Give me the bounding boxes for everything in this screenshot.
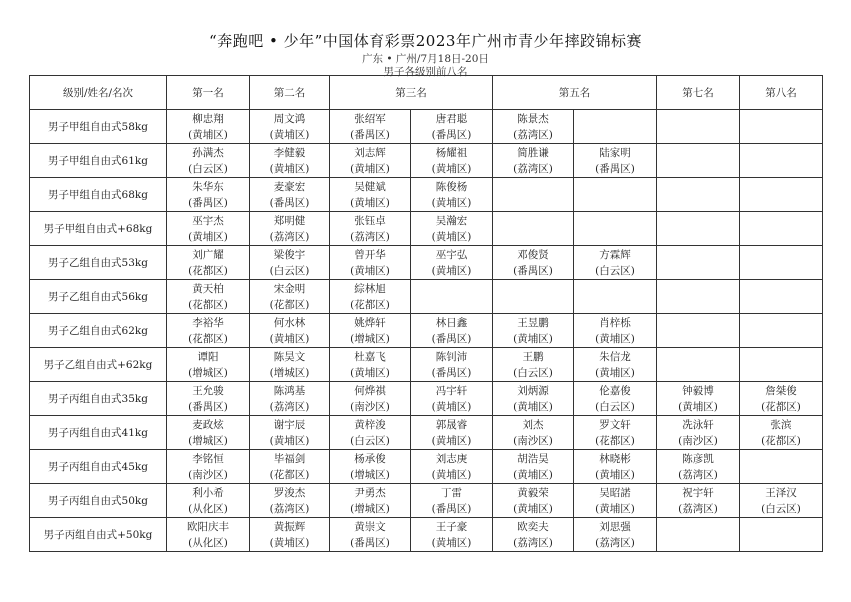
athlete-district: (番禺区) <box>350 536 390 549</box>
result-cell <box>250 144 330 178</box>
weight-class-cell: 男子甲组自由式61kg <box>30 144 167 178</box>
athlete-name: 陈彦凯 <box>682 452 714 465</box>
athlete-district: (花都区) <box>350 298 390 311</box>
athlete-district: (荔湾区) <box>513 162 553 175</box>
athlete-district: (黄埔区) <box>269 162 310 175</box>
athlete-name: 张滨 <box>770 418 792 431</box>
result-cell <box>657 178 740 212</box>
result-cell <box>657 416 740 450</box>
result-cell <box>167 348 250 382</box>
result-cell <box>330 416 411 450</box>
athlete-district: (花都区) <box>269 298 310 311</box>
result-cell <box>250 110 330 144</box>
result-cell <box>250 484 330 518</box>
result-cell <box>411 314 493 348</box>
result-cell <box>740 144 823 178</box>
athlete-name: 何水林 <box>273 316 306 329</box>
athlete-name: 朱信龙 <box>599 350 631 363</box>
result-cell <box>493 518 574 552</box>
athlete-name: 孙满杰 <box>192 146 224 159</box>
result-cell <box>657 212 740 246</box>
athlete-district: (黄埔区) <box>431 400 472 413</box>
athlete-district: (南沙区) <box>678 434 718 447</box>
athlete-name: 麦豪宏 <box>273 180 306 193</box>
result-cell <box>657 280 740 314</box>
athlete-name: 何烨祺 <box>354 384 386 397</box>
result-cell <box>493 280 574 314</box>
header-seventh: 第七名 <box>657 76 740 110</box>
result-cell <box>493 348 574 382</box>
result-cell <box>167 246 250 280</box>
athlete-district: (花都区) <box>595 434 635 447</box>
athlete-name: 詹桀俊 <box>765 384 797 397</box>
result-cell <box>740 178 823 212</box>
result-cell <box>657 484 740 518</box>
athlete-name: 吴健斌 <box>354 180 386 193</box>
athlete-name: 郭晟睿 <box>435 418 468 431</box>
athlete-district: (白云区) <box>513 366 553 379</box>
athlete-district: (荔湾区) <box>595 536 635 549</box>
table-row <box>30 178 823 212</box>
athlete-district: (黄埔区) <box>350 366 390 379</box>
athlete-district: (花都区) <box>761 434 801 447</box>
athlete-name: 刘志庚 <box>435 452 468 465</box>
result-cell <box>740 212 823 246</box>
result-cell <box>250 280 330 314</box>
result-cell <box>411 246 493 280</box>
athlete-district: (黄埔区) <box>350 196 390 209</box>
result-cell <box>493 246 574 280</box>
athlete-district: (荔湾区) <box>678 502 718 515</box>
result-cell <box>574 484 657 518</box>
athlete-district: (花都区) <box>188 332 228 345</box>
result-cell <box>250 518 330 552</box>
athlete-name: 欧阳庆丰 <box>187 520 229 533</box>
athlete-district: (黄埔区) <box>513 400 553 413</box>
result-cell <box>167 144 250 178</box>
athlete-name: 巫宇弘 <box>435 248 468 261</box>
result-cell <box>574 212 657 246</box>
athlete-name: 林日鑫 <box>435 316 468 329</box>
athlete-name: 陈鸿基 <box>273 384 306 397</box>
result-cell <box>493 144 574 178</box>
result-cell <box>411 382 493 416</box>
header-row <box>30 76 823 110</box>
athlete-name: 唐君聪 <box>435 112 468 125</box>
athlete-name: 柳忠翔 <box>192 112 224 125</box>
athlete-district: (从化区) <box>188 502 228 515</box>
weight-class-cell: 男子乙组自由式53kg <box>30 246 167 280</box>
athlete-district: (番禺区) <box>595 162 635 175</box>
athlete-name: 刘杰 <box>522 418 544 431</box>
weight-class-cell: 男子甲组自由式58kg <box>30 110 167 144</box>
athlete-district: (增城区) <box>188 434 228 447</box>
table-row <box>30 348 823 382</box>
result-cell <box>411 178 493 212</box>
result-cell <box>411 144 493 178</box>
header-fifth: 第五名 <box>493 76 657 110</box>
header-second: 第二名 <box>250 76 330 110</box>
table-row <box>30 280 823 314</box>
result-cell <box>411 348 493 382</box>
result-cell <box>411 212 493 246</box>
result-cell <box>740 314 823 348</box>
athlete-district: (黄埔区) <box>431 468 472 481</box>
result-cell <box>740 518 823 552</box>
athlete-district: (荔湾区) <box>513 536 553 549</box>
result-cell <box>411 518 493 552</box>
result-cell <box>574 382 657 416</box>
result-cell <box>740 280 823 314</box>
weight-class-cell: 男子乙组自由式+62kg <box>30 348 167 382</box>
result-cell <box>330 144 411 178</box>
athlete-name: 王鹏 <box>522 350 544 363</box>
result-cell <box>330 280 411 314</box>
result-cell <box>740 382 823 416</box>
table-row <box>30 144 823 178</box>
athlete-name: 陆家明 <box>599 146 631 159</box>
athlete-name: 李健毅 <box>273 146 306 159</box>
result-cell <box>250 314 330 348</box>
athlete-district: (增城区) <box>350 502 390 515</box>
result-cell <box>330 348 411 382</box>
athlete-district: (黄埔区) <box>269 536 310 549</box>
athlete-name: 冼泳轩 <box>682 418 714 431</box>
athlete-district: (增城区) <box>188 366 228 379</box>
result-cell <box>167 416 250 450</box>
athlete-district: (黄埔区) <box>431 536 472 549</box>
result-cell <box>493 110 574 144</box>
athlete-district: (黄埔区) <box>595 332 635 345</box>
result-cell <box>250 178 330 212</box>
document-subtitle: 广东 • 广州/7月18日-20日 <box>362 53 489 65</box>
result-cell <box>167 212 250 246</box>
athlete-district: (白云区) <box>595 400 635 413</box>
results-table <box>29 75 823 552</box>
athlete-name: 周文鸿 <box>273 112 306 125</box>
result-cell <box>574 110 657 144</box>
result-cell <box>167 382 250 416</box>
athlete-district: (黄埔区) <box>350 162 390 175</box>
result-cell <box>493 382 574 416</box>
athlete-name: 胡浩昊 <box>517 452 549 465</box>
result-cell <box>167 110 250 144</box>
weight-class-cell: 男子乙组自由式62kg <box>30 314 167 348</box>
athlete-district: (黄埔区) <box>431 196 472 209</box>
result-cell <box>330 484 411 518</box>
athlete-district: (南沙区) <box>350 400 390 413</box>
athlete-district: (番禺区) <box>188 196 228 209</box>
athlete-district: (番禺区) <box>269 196 310 209</box>
result-cell <box>493 450 574 484</box>
result-cell <box>493 178 574 212</box>
athlete-district: (黄埔区) <box>513 502 553 515</box>
weight-class-cell: 男子甲组自由式+68kg <box>30 212 167 246</box>
athlete-district: (黄埔区) <box>595 366 635 379</box>
result-cell <box>740 416 823 450</box>
result-cell <box>330 518 411 552</box>
result-cell <box>250 348 330 382</box>
athlete-district: (白云区) <box>350 434 390 447</box>
athlete-name: 陈景杰 <box>517 112 549 125</box>
athlete-name: 黄崇文 <box>354 520 386 533</box>
table-row <box>30 246 823 280</box>
athlete-district: (花都区) <box>188 298 228 311</box>
athlete-name: 刘炳源 <box>517 384 549 397</box>
result-cell <box>411 484 493 518</box>
athlete-name: 宋金明 <box>273 282 306 295</box>
athlete-name: 谭阳 <box>197 350 219 363</box>
athlete-name: 黄梓浚 <box>354 418 386 431</box>
athlete-district: (黄埔区) <box>595 468 635 481</box>
athlete-name: 曾开华 <box>354 248 386 261</box>
result-cell <box>330 314 411 348</box>
athlete-district: (白云区) <box>269 264 310 277</box>
athlete-name: 张钰卓 <box>354 214 386 227</box>
table-row <box>30 416 823 450</box>
result-cell <box>167 484 250 518</box>
athlete-name: 利小希 <box>192 486 224 499</box>
result-cell <box>657 144 740 178</box>
header-eighth: 第八名 <box>740 76 823 110</box>
result-cell <box>740 450 823 484</box>
result-cell <box>330 246 411 280</box>
result-cell <box>657 314 740 348</box>
athlete-district: (番禺区) <box>350 128 390 141</box>
athlete-name: 杨承俊 <box>354 452 386 465</box>
athlete-name: 杜嘉飞 <box>354 350 386 363</box>
athlete-district: (花都区) <box>188 264 228 277</box>
header-first: 第一名 <box>167 76 250 110</box>
athlete-name: 林晓彬 <box>599 452 631 465</box>
athlete-district: (黄埔区) <box>513 332 553 345</box>
weight-class-cell: 男子甲组自由式68kg <box>30 178 167 212</box>
athlete-name: 王允骏 <box>192 384 224 397</box>
weight-class-cell: 男子丙组自由式45kg <box>30 450 167 484</box>
athlete-district: (荔湾区) <box>269 400 310 413</box>
result-cell <box>250 246 330 280</box>
result-cell <box>574 178 657 212</box>
athlete-name: 刘思强 <box>599 520 631 533</box>
weight-class-cell: 男子乙组自由式56kg <box>30 280 167 314</box>
result-cell <box>574 144 657 178</box>
athlete-district: (增城区) <box>350 332 390 345</box>
table-row <box>30 484 823 518</box>
result-cell <box>330 212 411 246</box>
document-title: “奔跑吧 • 少年”中国体育彩票2023年广州市青少年摔跤锦标赛 <box>209 32 642 50</box>
athlete-name: 黄毅荣 <box>517 486 549 499</box>
athlete-name: 毕福剑 <box>273 452 306 465</box>
athlete-district: (黄埔区) <box>269 128 310 141</box>
athlete-name: 肖梓栎 <box>599 316 631 329</box>
result-cell <box>574 416 657 450</box>
athlete-district: (黄埔区) <box>269 332 310 345</box>
result-cell <box>657 518 740 552</box>
athlete-name: 李铭恒 <box>192 452 224 465</box>
result-cell <box>250 450 330 484</box>
athlete-name: 李裕华 <box>192 316 224 329</box>
athlete-name: 黄振辉 <box>273 520 306 533</box>
athlete-name: 王昱鹏 <box>517 316 549 329</box>
header-category: 级别/姓名/名次 <box>30 76 167 110</box>
result-cell <box>330 382 411 416</box>
athlete-name: 尹勇杰 <box>354 486 386 499</box>
result-cell <box>167 314 250 348</box>
result-cell <box>657 246 740 280</box>
athlete-name: 麦政炫 <box>192 418 224 431</box>
result-cell <box>411 416 493 450</box>
athlete-name: 杨耀祖 <box>435 146 468 159</box>
athlete-name: 綜林旭 <box>354 282 386 295</box>
athlete-name: 罗文轩 <box>599 418 631 431</box>
athlete-district: (花都区) <box>761 400 801 413</box>
athlete-name: 梁俊宇 <box>273 248 306 261</box>
result-cell <box>167 280 250 314</box>
result-cell <box>740 484 823 518</box>
table-row <box>30 110 823 144</box>
athlete-district: (黄埔区) <box>188 230 228 243</box>
result-cell <box>574 348 657 382</box>
result-cell <box>250 212 330 246</box>
result-cell <box>411 110 493 144</box>
athlete-name: 王泽汉 <box>765 486 797 499</box>
result-cell <box>411 280 493 314</box>
result-cell <box>657 348 740 382</box>
athlete-district: (黄埔区) <box>431 434 472 447</box>
result-cell <box>167 450 250 484</box>
athlete-name: 吴瀚宏 <box>435 214 468 227</box>
result-cell <box>740 348 823 382</box>
result-cell <box>574 518 657 552</box>
result-cell <box>657 382 740 416</box>
athlete-name: 丁雷 <box>441 486 462 499</box>
athlete-name: 陈钊沛 <box>435 350 468 363</box>
athlete-district: (番禺区) <box>431 366 472 379</box>
athlete-district: (番禺区) <box>431 128 472 141</box>
result-cell <box>167 178 250 212</box>
weight-class-cell: 男子丙组自由式+50kg <box>30 518 167 552</box>
result-cell <box>574 280 657 314</box>
athlete-district: (白云区) <box>188 162 228 175</box>
table-row <box>30 450 823 484</box>
result-cell <box>574 314 657 348</box>
athlete-name: 王子豪 <box>435 520 468 533</box>
athlete-name: 罗浚杰 <box>273 486 306 499</box>
athlete-name: 祝宇轩 <box>682 486 714 499</box>
athlete-district: (黄埔区) <box>431 264 472 277</box>
athlete-district: (黄埔区) <box>269 434 310 447</box>
result-cell <box>167 518 250 552</box>
athlete-name: 钟毅博 <box>682 384 714 397</box>
athlete-district: (荔湾区) <box>513 128 553 141</box>
athlete-district: (荔湾区) <box>350 230 390 243</box>
athlete-district: (番禺区) <box>513 264 553 277</box>
result-cell <box>493 416 574 450</box>
athlete-district: (白云区) <box>761 502 801 515</box>
athlete-name: 郑明健 <box>273 214 306 227</box>
result-cell <box>493 212 574 246</box>
athlete-district: (荔湾区) <box>269 230 310 243</box>
result-cell <box>657 110 740 144</box>
result-cell <box>330 450 411 484</box>
athlete-district: (黄埔区) <box>431 230 472 243</box>
athlete-district: (番禺区) <box>431 332 472 345</box>
weight-class-cell: 男子丙组自由式35kg <box>30 382 167 416</box>
athlete-district: (黄埔区) <box>513 468 553 481</box>
athlete-district: (白云区) <box>595 264 635 277</box>
athlete-name: 刘志辉 <box>354 146 386 159</box>
athlete-name: 方霖辉 <box>599 248 631 261</box>
result-cell <box>740 110 823 144</box>
athlete-name: 欧奕夫 <box>517 520 549 533</box>
athlete-district: (黄埔区) <box>188 128 228 141</box>
result-cell <box>250 416 330 450</box>
athlete-district: (黄埔区) <box>350 264 390 277</box>
athlete-name: 黄天柏 <box>192 282 224 295</box>
athlete-name: 伦嘉俊 <box>599 384 631 397</box>
athlete-name: 陈昊文 <box>273 350 306 363</box>
athlete-name: 简胜谦 <box>517 146 549 159</box>
athlete-district: (黄埔区) <box>595 502 635 515</box>
result-cell <box>740 246 823 280</box>
athlete-name: 吴昭諾 <box>599 486 631 499</box>
athlete-district: (黄埔区) <box>678 400 718 413</box>
athlete-name: 刘广耀 <box>192 248 224 261</box>
athlete-district: (荔湾区) <box>269 502 310 515</box>
table-row <box>30 212 823 246</box>
athlete-district: (增城区) <box>350 468 390 481</box>
athlete-district: (荔湾区) <box>678 468 718 481</box>
header-third: 第三名 <box>330 76 493 110</box>
weight-class-cell: 男子丙组自由式50kg <box>30 484 167 518</box>
athlete-name: 朱华东 <box>192 180 224 193</box>
athlete-district: (南沙区) <box>188 468 228 481</box>
athlete-name: 冯宇轩 <box>435 384 468 397</box>
athlete-district: (番禺区) <box>431 502 472 515</box>
table-row <box>30 382 823 416</box>
athlete-name: 邓俊贤 <box>517 248 549 261</box>
athlete-district: (从化区) <box>188 536 228 549</box>
athlete-name: 巫宇杰 <box>192 214 224 227</box>
athlete-name: 谢宇辰 <box>273 418 306 431</box>
athlete-name: 姚烨轩 <box>354 316 386 329</box>
result-cell <box>330 110 411 144</box>
table-row <box>30 314 823 348</box>
athlete-district: (番禺区) <box>188 400 228 413</box>
result-cell <box>330 178 411 212</box>
athlete-district: (增城区) <box>269 366 310 379</box>
athlete-name: 陈俊杨 <box>435 180 468 193</box>
athlete-district: (南沙区) <box>513 434 553 447</box>
result-cell <box>493 484 574 518</box>
weight-class-cell: 男子丙组自由式41kg <box>30 416 167 450</box>
result-cell <box>574 450 657 484</box>
result-cell <box>250 382 330 416</box>
table-row <box>30 518 823 552</box>
athlete-district: (黄埔区) <box>431 162 472 175</box>
result-cell <box>657 450 740 484</box>
athlete-name: 张绍军 <box>354 112 386 125</box>
section-title: 男子各级别前八名 <box>383 66 468 78</box>
result-cell <box>574 246 657 280</box>
athlete-district: (花都区) <box>269 468 310 481</box>
result-cell <box>411 450 493 484</box>
result-cell <box>493 314 574 348</box>
